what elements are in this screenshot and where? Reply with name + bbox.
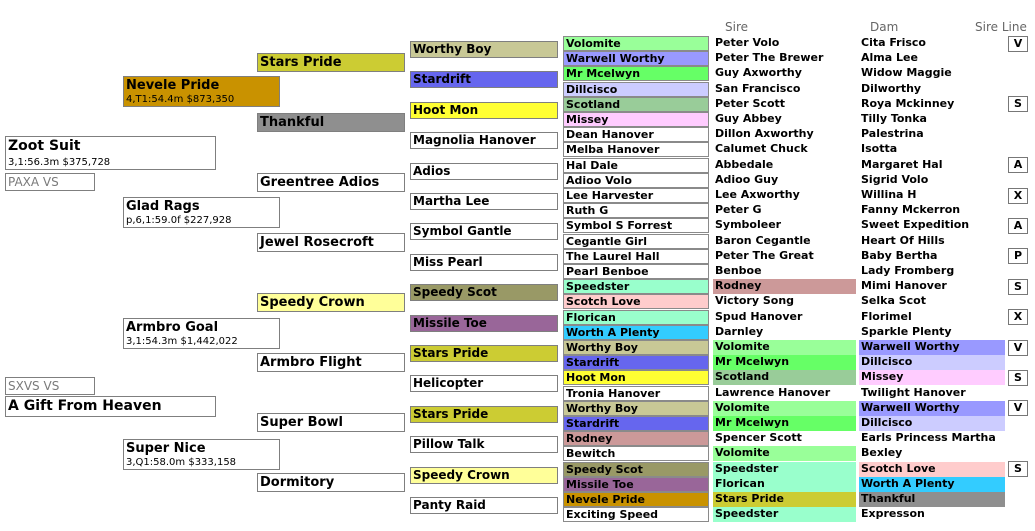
- horse-name: A Gift From Heaven: [8, 398, 162, 414]
- gen3-box-8[interactable]: [257, 473, 405, 492]
- gen3-name: Thankful: [260, 115, 325, 130]
- table-sire-cell[interactable]: Spencer Scott: [715, 431, 802, 445]
- gen4-box-6[interactable]: [410, 193, 558, 210]
- table-dam-cell[interactable]: Warwell Worthy: [859, 401, 1005, 416]
- gen2-name: Armbro Goal: [126, 320, 219, 335]
- gen4-name: Adios: [413, 163, 451, 178]
- gen4-name: Martha Lee: [413, 194, 490, 208]
- gen3-box-6[interactable]: [257, 353, 405, 372]
- table-horse-cell[interactable]: Missile Toe: [563, 477, 709, 492]
- sire-name: Zoot Suit: [8, 138, 81, 154]
- gen4-box-10[interactable]: [410, 315, 558, 332]
- table-dam-cell[interactable]: Baby Bertha: [861, 248, 938, 262]
- table-dam-cell[interactable]: Roya Mckinney: [861, 96, 955, 110]
- table-horse-cell[interactable]: Cegantle Girl: [563, 234, 709, 249]
- header-sire-line: Sire Line: [975, 20, 1027, 34]
- gen4-box-3[interactable]: [410, 102, 558, 119]
- table-sire-cell[interactable]: Peter Scott: [715, 96, 786, 110]
- gen4-name: Stars Pride: [413, 406, 489, 421]
- sire-line-badge: S: [1008, 461, 1028, 477]
- dam-sire-box-1[interactable]: [123, 76, 280, 107]
- sire-line-badge: V: [1008, 400, 1028, 416]
- gen4-box-15[interactable]: [410, 467, 558, 484]
- header-dam: Dam: [870, 20, 899, 34]
- gen3-box-4[interactable]: [257, 233, 405, 252]
- table-horse-cell[interactable]: Stardrift: [563, 416, 709, 431]
- table-sire-cell[interactable]: Volomite: [713, 446, 856, 461]
- table-dam-cell[interactable]: Worth A Plenty: [859, 477, 1005, 492]
- sire-line-badge: V: [1008, 36, 1028, 52]
- table-horse-cell[interactable]: The Laurel Hall: [563, 249, 709, 264]
- table-sire-cell[interactable]: Abbedale: [715, 157, 774, 171]
- table-dam-cell[interactable]: Alma Lee: [861, 51, 918, 65]
- sire-flag: PAXA VS: [5, 173, 95, 191]
- table-sire-cell[interactable]: Mr Mcelwyn: [713, 416, 856, 431]
- table-sire-cell[interactable]: Adioo Guy: [715, 172, 779, 186]
- table-sire-cell[interactable]: Victory Song: [715, 294, 795, 308]
- table-sire-cell[interactable]: Calumet Chuck: [715, 142, 808, 156]
- table-sire-cell[interactable]: Peter The Brewer: [715, 51, 824, 65]
- gen2-record: 3,1:54.3m $1,442,022: [126, 336, 238, 347]
- table-dam-cell[interactable]: Sigrid Volo: [861, 172, 929, 186]
- table-dam-cell[interactable]: Selka Scot: [861, 294, 926, 308]
- table-sire-cell[interactable]: Baron Cegantle: [715, 233, 811, 247]
- table-horse-cell[interactable]: Hoot Mon: [563, 370, 709, 385]
- table-horse-cell[interactable]: Worth A Plenty: [563, 325, 709, 340]
- gen4-box-9[interactable]: [410, 284, 558, 301]
- table-dam-cell[interactable]: Earls Princess Martha: [861, 431, 996, 445]
- gen4-name: Missile Toe: [413, 315, 487, 330]
- header-sire: Sire: [725, 20, 749, 34]
- gen3-name: Speedy Crown: [260, 295, 365, 310]
- table-sire-cell[interactable]: Rodney: [713, 279, 856, 294]
- gen2-name: Glad Rags: [126, 199, 200, 214]
- table-horse-cell[interactable]: Warwell Worthy: [563, 51, 709, 66]
- table-sire-cell[interactable]: Mr Mcelwyn: [713, 355, 856, 370]
- table-sire-cell[interactable]: Peter The Great: [715, 248, 814, 262]
- table-horse-cell[interactable]: Volomite: [563, 36, 709, 51]
- gen4-name: Magnolia Hanover: [413, 133, 536, 148]
- gen4-name: Speedy Crown: [413, 467, 510, 482]
- table-dam-cell[interactable]: Heart Of Hills: [861, 233, 945, 247]
- table-sire-cell[interactable]: Speedster: [713, 462, 856, 477]
- table-dam-cell[interactable]: Bexley: [861, 446, 903, 460]
- table-horse-cell[interactable]: Dean Hanover: [563, 127, 709, 142]
- table-horse-cell[interactable]: Nevele Pride: [563, 492, 709, 507]
- table-dam-cell[interactable]: Scotch Love: [859, 462, 1005, 477]
- table-sire-cell[interactable]: Volomite: [713, 401, 856, 416]
- gen4-name: Miss Pearl: [413, 254, 483, 269]
- table-horse-cell[interactable]: Dillcisco: [563, 82, 709, 97]
- gen3-name: Dormitory: [260, 475, 335, 490]
- table-sire-cell[interactable]: San Francisco: [715, 81, 801, 95]
- table-dam-cell[interactable]: Lady Fromberg: [861, 264, 955, 277]
- table-horse-cell[interactable]: Scotch Love: [563, 294, 709, 309]
- dam-sire-box-4[interactable]: [123, 439, 280, 470]
- sire-line-badge: S: [1008, 96, 1028, 112]
- gen2-name: Super Nice: [126, 441, 206, 456]
- table-horse-cell[interactable]: Bewitch: [563, 446, 709, 461]
- sire-line-badge: A: [1008, 157, 1028, 173]
- gen3-box-2[interactable]: [257, 113, 405, 132]
- table-horse-cell[interactable]: Scotland: [563, 97, 709, 112]
- gen4-name: Hoot Mon: [413, 102, 479, 117]
- gen4-name: Panty Raid: [413, 498, 486, 512]
- table-sire-cell[interactable]: Speedster: [713, 507, 856, 522]
- gen4-box-14[interactable]: [410, 436, 558, 453]
- gen4-name: Symbol Gantle: [413, 224, 512, 239]
- table-horse-cell[interactable]: Lee Harvester: [563, 188, 709, 203]
- table-horse-cell[interactable]: Melba Hanover: [563, 142, 709, 157]
- gen4-box-7[interactable]: [410, 223, 558, 240]
- table-dam-cell[interactable]: Palestrina: [861, 127, 924, 141]
- table-dam-cell[interactable]: Mimi Hanover: [861, 279, 947, 293]
- table-horse-cell[interactable]: Speedy Scot: [563, 462, 709, 477]
- gen4-name: Stars Pride: [413, 346, 489, 360]
- table-dam-cell[interactable]: Fanny Mckerron: [861, 203, 961, 217]
- table-sire-cell[interactable]: Stars Pride: [713, 492, 856, 507]
- table-sire-cell[interactable]: Lee Axworthy: [715, 188, 800, 201]
- gen2-name: Nevele Pride: [126, 78, 220, 93]
- gen2-record: 4,T1:54.4m $873,350: [126, 94, 235, 105]
- table-sire-cell[interactable]: Florican: [713, 477, 856, 492]
- table-horse-cell[interactable]: Hal Dale: [563, 158, 709, 173]
- table-horse-cell[interactable]: Pearl Benboe: [563, 264, 709, 279]
- gen4-box-11[interactable]: [410, 345, 558, 362]
- table-dam-cell[interactable]: Isotta: [861, 142, 898, 156]
- table-dam-cell[interactable]: Warwell Worthy: [859, 340, 1005, 355]
- gen4-name: Stardrift: [413, 72, 471, 87]
- sire-record: 3,1:56.3m $375,728: [8, 157, 111, 168]
- horse-box[interactable]: [5, 396, 216, 417]
- table-horse-cell[interactable]: Rodney: [563, 431, 709, 446]
- table-horse-cell[interactable]: Ruth G: [563, 203, 709, 218]
- table-dam-cell[interactable]: Thankful: [859, 492, 1005, 507]
- table-dam-cell[interactable]: Tilly Tonka: [861, 112, 927, 125]
- table-sire-cell[interactable]: Peter G: [715, 203, 762, 217]
- table-dam-cell[interactable]: Cita Frisco: [861, 36, 926, 49]
- table-horse-cell[interactable]: Worthy Boy: [563, 401, 709, 416]
- table-dam-cell[interactable]: Twilight Hanover: [861, 385, 966, 399]
- table-sire-cell[interactable]: Spud Hanover: [715, 309, 803, 323]
- gen3-name: Stars Pride: [260, 55, 342, 70]
- table-dam-cell[interactable]: Dillcisco: [859, 355, 1005, 370]
- gen2-record: p,6,1:59.0f $227,928: [126, 215, 232, 226]
- gen4-box-8[interactable]: [410, 254, 558, 271]
- gen3-name: Greentree Adios: [260, 175, 380, 190]
- gen4-box-4[interactable]: [410, 132, 558, 149]
- table-dam-cell[interactable]: Dillcisco: [859, 416, 1005, 431]
- gen3-box-3[interactable]: [257, 173, 405, 192]
- table-horse-cell[interactable]: Worthy Boy: [563, 340, 709, 355]
- table-dam-cell[interactable]: Florimel: [861, 309, 912, 323]
- dam-sire-box-3[interactable]: [123, 318, 280, 349]
- table-dam-cell[interactable]: Dilworthy: [861, 81, 922, 95]
- gen4-box-5[interactable]: [410, 163, 558, 180]
- table-sire-cell[interactable]: Guy Axworthy: [715, 66, 802, 80]
- table-dam-cell[interactable]: Willina H: [861, 188, 917, 201]
- sire-line-badge: X: [1008, 309, 1028, 325]
- table-dam-cell[interactable]: Widow Maggie: [861, 66, 952, 80]
- dam-sire-box-2[interactable]: [123, 197, 280, 228]
- gen3-box-5[interactable]: [257, 293, 405, 312]
- table-horse-cell[interactable]: Adioo Volo: [563, 173, 709, 188]
- table-sire-cell[interactable]: Lawrence Hanover: [715, 385, 831, 399]
- table-horse-cell[interactable]: Speedster: [563, 279, 709, 294]
- table-sire-cell[interactable]: Volomite: [713, 340, 856, 355]
- sire-line-badge: S: [1008, 370, 1028, 386]
- table-dam-cell[interactable]: Missey: [859, 370, 1005, 385]
- gen3-name: Super Bowl: [260, 415, 343, 430]
- table-horse-cell[interactable]: Missey: [563, 112, 709, 127]
- gen4-box-1[interactable]: [410, 41, 558, 58]
- table-horse-cell[interactable]: Mr Mcelwyn: [563, 66, 709, 81]
- gen4-box-2[interactable]: [410, 71, 558, 88]
- table-sire-cell[interactable]: Benboe: [715, 264, 762, 277]
- gen2-record: 3,Q1:58.0m $333,158: [126, 457, 237, 468]
- gen4-name: Pillow Talk: [413, 437, 485, 452]
- table-sire-cell[interactable]: Dillon Axworthy: [715, 127, 814, 141]
- horse-flag: SXVS VS: [5, 377, 95, 395]
- gen4-name: Worthy Boy: [413, 42, 492, 56]
- table-dam-cell[interactable]: Sparkle Plenty: [861, 324, 952, 338]
- table-dam-cell[interactable]: Expresson: [861, 507, 925, 521]
- gen4-name: Helicopter: [413, 376, 484, 391]
- gen4-box-16[interactable]: [410, 497, 558, 514]
- table-horse-cell[interactable]: Florican: [563, 310, 709, 325]
- table-sire-cell[interactable]: Darnley: [715, 324, 764, 338]
- table-sire-cell[interactable]: Symboleer: [715, 218, 782, 232]
- gen4-box-13[interactable]: [410, 406, 558, 423]
- table-sire-cell[interactable]: Peter Volo: [715, 36, 780, 49]
- gen3-name: Jewel Rosecroft: [260, 235, 374, 250]
- gen3-box-1[interactable]: [257, 53, 405, 72]
- table-sire-cell[interactable]: Guy Abbey: [715, 112, 782, 125]
- gen4-name: Speedy Scot: [413, 285, 497, 300]
- sire-line-badge: X: [1008, 188, 1028, 204]
- gen4-box-12[interactable]: [410, 375, 558, 392]
- sire-box[interactable]: [5, 136, 216, 170]
- table-sire-cell[interactable]: Scotland: [713, 370, 856, 385]
- table-dam-cell[interactable]: Margaret Hal: [861, 157, 943, 171]
- gen3-box-7[interactable]: [257, 413, 405, 432]
- sire-line-badge: S: [1008, 279, 1028, 295]
- sire-line-badge: P: [1008, 248, 1028, 264]
- gen3-name: Armbro Flight: [260, 355, 362, 370]
- sire-line-badge: A: [1008, 218, 1028, 234]
- table-horse-cell[interactable]: Stardrift: [563, 355, 709, 370]
- table-dam-cell[interactable]: Sweet Expedition: [861, 218, 970, 232]
- table-horse-cell[interactable]: Exciting Speed: [563, 507, 709, 522]
- table-horse-cell[interactable]: Symbol S Forrest: [563, 218, 709, 233]
- table-horse-cell[interactable]: Tronia Hanover: [563, 386, 709, 401]
- sire-line-badge: V: [1008, 340, 1028, 356]
